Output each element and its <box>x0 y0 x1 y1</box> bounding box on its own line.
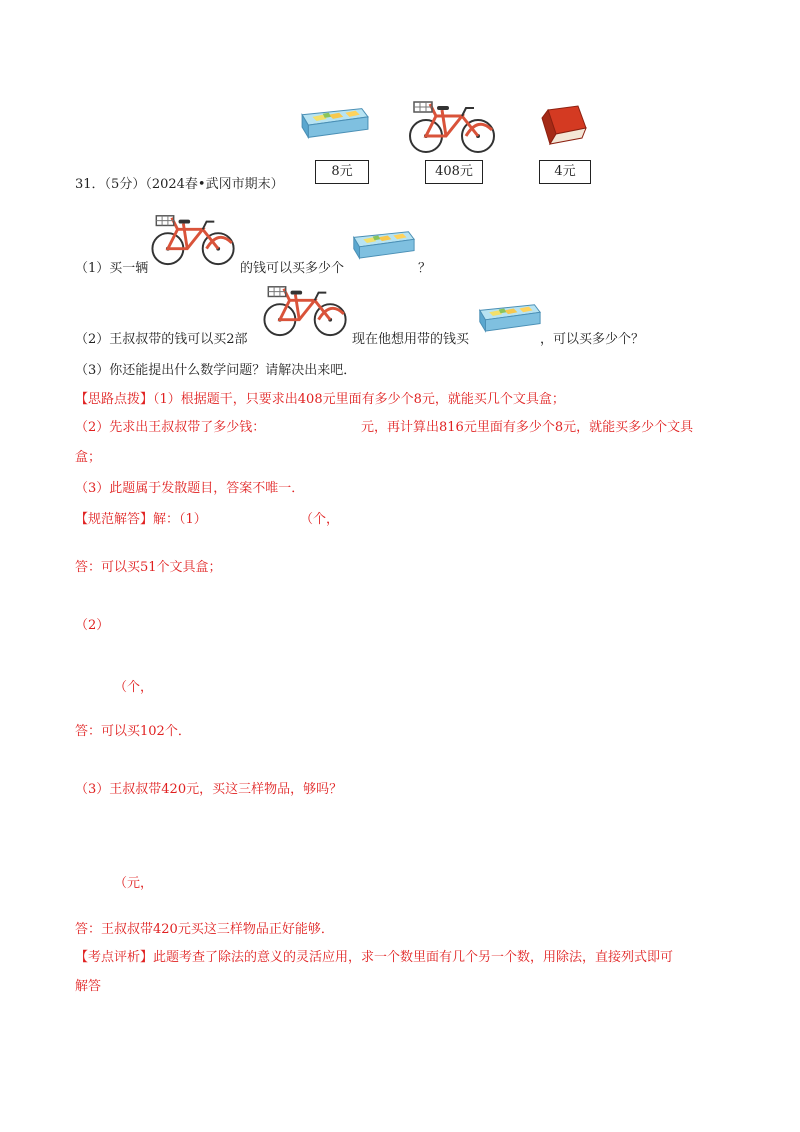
analysis-line-2a: （2）先求出王叔叔带了多少钱： <box>75 420 266 435</box>
solution-line-1 <box>75 508 207 527</box>
q2-text-b: 现在他想用带的钱买 <box>352 332 470 347</box>
pencil-box-icon <box>476 299 542 335</box>
bicycle-icon <box>408 96 498 156</box>
solution-p3-answer: 答：王叔叔带420元买这三样物品正好能够． <box>75 922 334 937</box>
review-line-1 <box>75 946 673 965</box>
analysis-text-1: （1）根据题干，只要求出408元里面有多少个8元，就能买几个文具盒； <box>153 392 565 407</box>
solution-p1-unit: （个， <box>300 512 340 527</box>
q3-text: （3）你还能提出什么数学问题？请解决出来吧． <box>75 363 357 378</box>
analysis-line-1 <box>75 388 565 407</box>
pencil-box-icon <box>350 226 416 262</box>
question-number-line: 31．（5分）（2024春•武冈市期末） <box>75 177 284 192</box>
solution-p3-unit: （元， <box>114 876 154 891</box>
pencil-box-icon <box>298 103 370 141</box>
solution-p1-answer: 答：可以买51个文具盒； <box>75 560 222 575</box>
review-tag: 【考点评析】 <box>75 950 154 965</box>
solution-p2-unit: （个， <box>114 680 154 695</box>
review-text-1: 此题考查了除法的意义的灵活应用，求一个数里面有几个另一个数，用除法，直接列式即可 <box>153 950 674 965</box>
solution-p1-a: 解：（1） <box>153 512 207 527</box>
solution-p2-label: （2） <box>75 618 110 633</box>
review-line-2: 解答 <box>75 979 102 994</box>
solution-p2-answer: 答：可以买102个． <box>75 724 191 739</box>
bicycle-icon <box>150 210 238 268</box>
analysis-line-3: （3）此题属于发散题目，答案不唯一． <box>75 481 305 496</box>
q1-text-a: （1）买一辆 <box>75 261 149 276</box>
q1-text-b: 的钱可以买多少个 <box>240 261 345 276</box>
bicycle-price: 408元 <box>425 160 483 184</box>
q2-text-c: ，可以买多少个？ <box>540 332 645 347</box>
analysis-line-2c: 盒； <box>75 450 102 465</box>
bicycle-icon <box>262 281 350 339</box>
solution-tag: 【规范解答】 <box>75 512 154 527</box>
solution-p3-question: （3）王叔叔带420元，买这三样物品，够吗？ <box>75 782 343 797</box>
q2-text-a: （2）王叔叔带的钱可以买2部 <box>75 332 248 347</box>
q1-text-c: ？ <box>418 261 432 276</box>
analysis-tag: 【思路点拨】 <box>75 392 154 407</box>
pencil-box-price: 8元 <box>315 160 369 184</box>
book-price: 4元 <box>539 160 591 184</box>
analysis-line-2b: 元，再计算出816元里面有多少个8元，就能买多少个文具 <box>361 420 694 435</box>
book-icon <box>538 104 590 150</box>
